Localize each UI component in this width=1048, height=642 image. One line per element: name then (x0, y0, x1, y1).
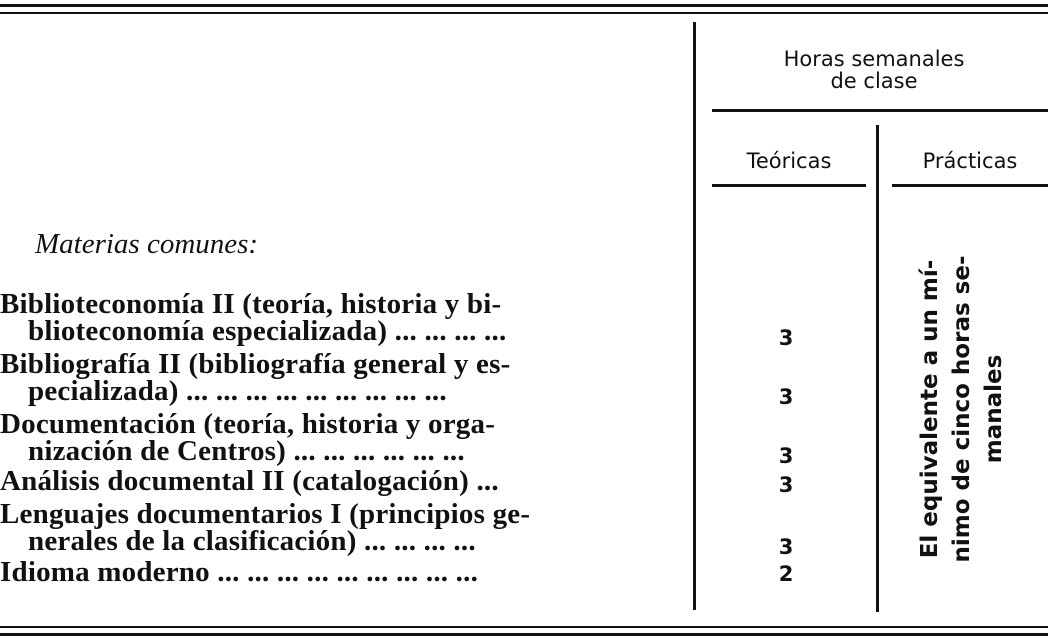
practicas-note-line2: nimo de cinco horas se- (949, 255, 975, 563)
subject-5-hours: 3 (778, 535, 794, 559)
subject-1-line2: blioteconomía especializada) ... ... ... ... (28, 315, 507, 347)
top-rule-thin (0, 12, 1048, 14)
subject-1-hours: 3 (778, 326, 794, 350)
subject-5-line2: nerales de la clasificación) ... ... ... ... (28, 525, 476, 557)
group-header-line2: de clase (830, 69, 918, 93)
group-header-underline (712, 109, 1048, 112)
subject-2-line2: pecializada) ... ... ... ... ... ... ... ... ... (28, 375, 447, 407)
subject-3-line1: Documentación (teoría, historia y orga- (0, 408, 496, 440)
bottom-rule-thin (0, 626, 1048, 628)
subject-column-separator (693, 22, 696, 610)
group-header-line1: Horas semanales (783, 47, 965, 71)
teoricas-column-header: Teóricas (746, 149, 832, 173)
practicas-note-line1: El equivalente a un mí- (917, 259, 943, 559)
subject-2-line1: Bibliografía II (bibliografía general y es- (0, 348, 511, 380)
practicas-note (914, 209, 1010, 609)
group-header-title (700, 48, 1048, 92)
teoricas-header-underline (712, 184, 866, 187)
practicas-note-cell (882, 205, 1042, 613)
top-rule-thick (0, 4, 1048, 7)
practicas-column-header: Prácticas (922, 149, 1018, 173)
section-heading: Materias comunes: (35, 228, 259, 260)
subject-2-hours: 3 (778, 385, 794, 409)
subject-3-line2: nización de Centros) ... ... ... ... ... ... (28, 435, 465, 467)
subject-1-line1: Biblioteconomía II (teoría, historia y bi- (0, 288, 502, 320)
subject-5-line1: Lenguajes documentarios I (principios ge- (0, 498, 531, 530)
teoricas-practicas-separator (876, 125, 879, 612)
bottom-rule-thick (0, 633, 1048, 636)
practicas-header-underline (892, 184, 1048, 187)
subject-4-line1: Análisis documental II (catalogación) ... (0, 465, 499, 497)
subject-6-line1: Idioma moderno ... ... ... ... ... ... ... ... ... (0, 556, 479, 588)
subject-4-hours: 3 (778, 473, 794, 497)
practicas-note-line3: manales (981, 354, 1007, 464)
subject-6-hours: 2 (778, 562, 794, 586)
subject-3-hours: 3 (778, 444, 794, 468)
